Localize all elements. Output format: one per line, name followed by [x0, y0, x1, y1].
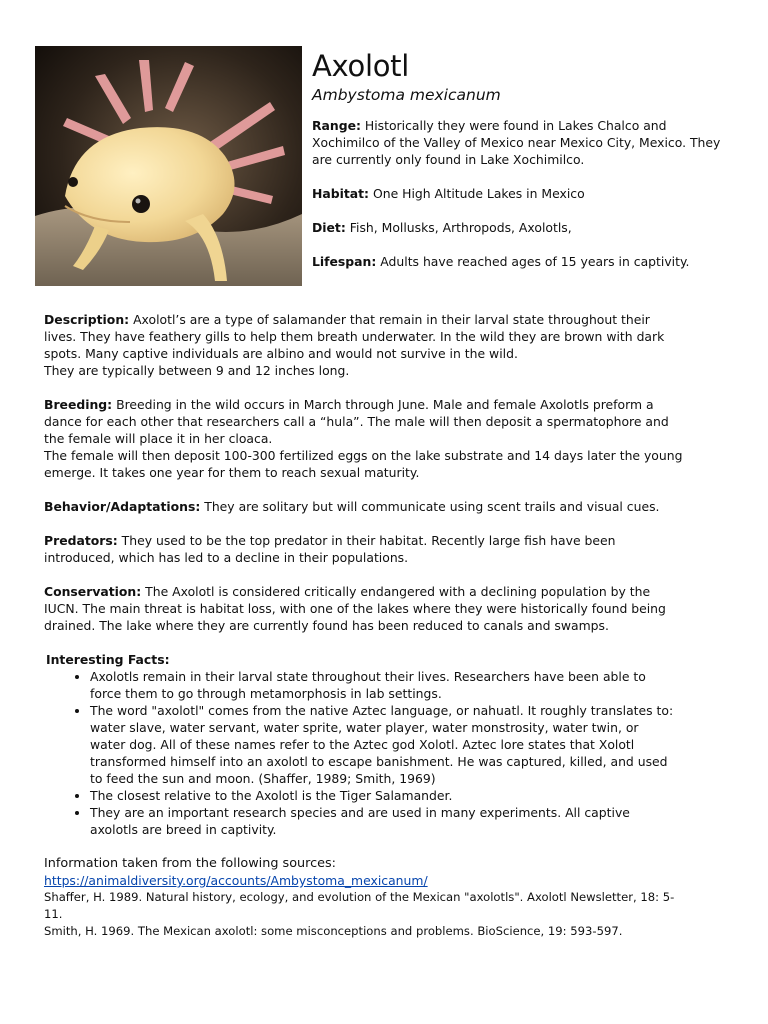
fact-item: • The closest relative to the Axolotl is the Tiger Salamander. [90, 787, 684, 804]
description-label: Description: [44, 312, 130, 327]
predators-section [44, 532, 684, 566]
sources-intro: Information taken from the following sources: [44, 856, 336, 871]
range-field [312, 117, 732, 168]
predators-label: Predators: [44, 533, 118, 548]
source-reference: Smith, H. 1969. The Mexican axolotl: some misconceptions and problems. BioScience, 19: 593-597. [44, 924, 623, 938]
source-link[interactable]: https://animaldiversity.org/accounts/Ambystoma_mexicanum/ [44, 873, 428, 888]
main-content [44, 311, 684, 940]
fact-item: • The word "axolotl" comes from the native Aztec language, or nahuatl. It roughly translates to: water slave, water servant, water sprite, water player, water monstrosity, water twin, or water dog. All of these names refer to the Aztec god Xolotl. Aztec lore states that Xolotl transformed himself into an axolotl to escape banishment. He was captured, killed, and used to feed the sun and moon. (Shaffer, 1989; Smith, 1969) [90, 702, 684, 787]
page-title: Axolotl [312, 49, 409, 83]
diet-field [312, 219, 732, 236]
facts-heading: Interesting Facts: [46, 652, 170, 667]
fact-item: • Axolotls remain in their larval state throughout their lives. Researchers have been able to force them to go through metamorphosis in lab settings. [90, 668, 684, 702]
conservation-text: The Axolotl is considered critically endangered with a declining population by the IUCN. The main threat is habitat loss, with one of the lakes where they were historically found being drained. The lake where they are currently found has been reduced to canals and swamps. [44, 584, 666, 633]
scientific-name: Ambystoma mexicanum [312, 86, 501, 104]
description-section [44, 311, 684, 379]
lifespan-label: Lifespan: [312, 254, 377, 269]
breeding-text-2: The female will then deposit 100-300 fertilized eggs on the lake substrate and 14 days later the young emerge. It takes one year for them to reach sexual maturity. [44, 448, 683, 480]
behavior-label: Behavior/Adaptations: [44, 499, 201, 514]
breeding-text: Breeding in the wild occurs in March through June. Male and female Axolotls preform a dance for each other that researchers call a “hula”. The male will then deposit a spermatophore and the female will place it in her cloaca. [44, 397, 669, 446]
conservation-section [44, 583, 684, 634]
breeding-section [44, 396, 684, 481]
behavior-text: They are solitary but will communicate using scent trails and visual cues. [204, 499, 660, 514]
lifespan-text: Adults have reached ages of 15 years in captivity. [380, 254, 690, 269]
habitat-text: One High Altitude Lakes in Mexico [372, 186, 585, 201]
fact-item: • They are an important research species and are used in many experiments. All captive axolotls are breed in captivity. [90, 804, 684, 838]
habitat-field [312, 185, 732, 202]
description-text-2: They are typically between 9 and 12 inches long. [44, 363, 350, 378]
source-reference: Shaffer, H. 1989. Natural history, ecology, and evolution of the Mexican "axolotls". Axolotl Newsletter, 18: 5-11. [44, 890, 675, 921]
conservation-label: Conservation: [44, 584, 142, 599]
habitat-label: Habitat: [312, 186, 370, 201]
range-label: Range: [312, 118, 361, 133]
description-text: Axolotl’s are a type of salamander that remain in their larval state throughout their lives. They have feathery gills to help them breath underwater. In the wild they are brown with dark spots. Many captive individuals are albino and would not survive in the wild. [44, 312, 665, 361]
predators-text: They used to be the top predator in their habitat. Recently large fish have been introduced, which has led to a decline in their populations. [44, 533, 616, 565]
diet-label: Diet: [312, 220, 346, 235]
header [312, 48, 732, 287]
sources [44, 855, 684, 940]
lifespan-field [312, 253, 732, 270]
axolotl-illustration [35, 46, 302, 286]
breeding-label: Breeding: [44, 397, 113, 412]
axolotl-photo [35, 46, 302, 286]
behavior-section [44, 498, 684, 515]
range-text: Historically they were found in Lakes Chalco and Xochimilco of the Valley of Mexico near Mexico City, Mexico. They are currently only found in Lake Xochimilco. [312, 118, 721, 167]
facts-list [44, 668, 684, 838]
diet-text: Fish, Mollusks, Arthropods, Axolotls, [349, 220, 572, 235]
